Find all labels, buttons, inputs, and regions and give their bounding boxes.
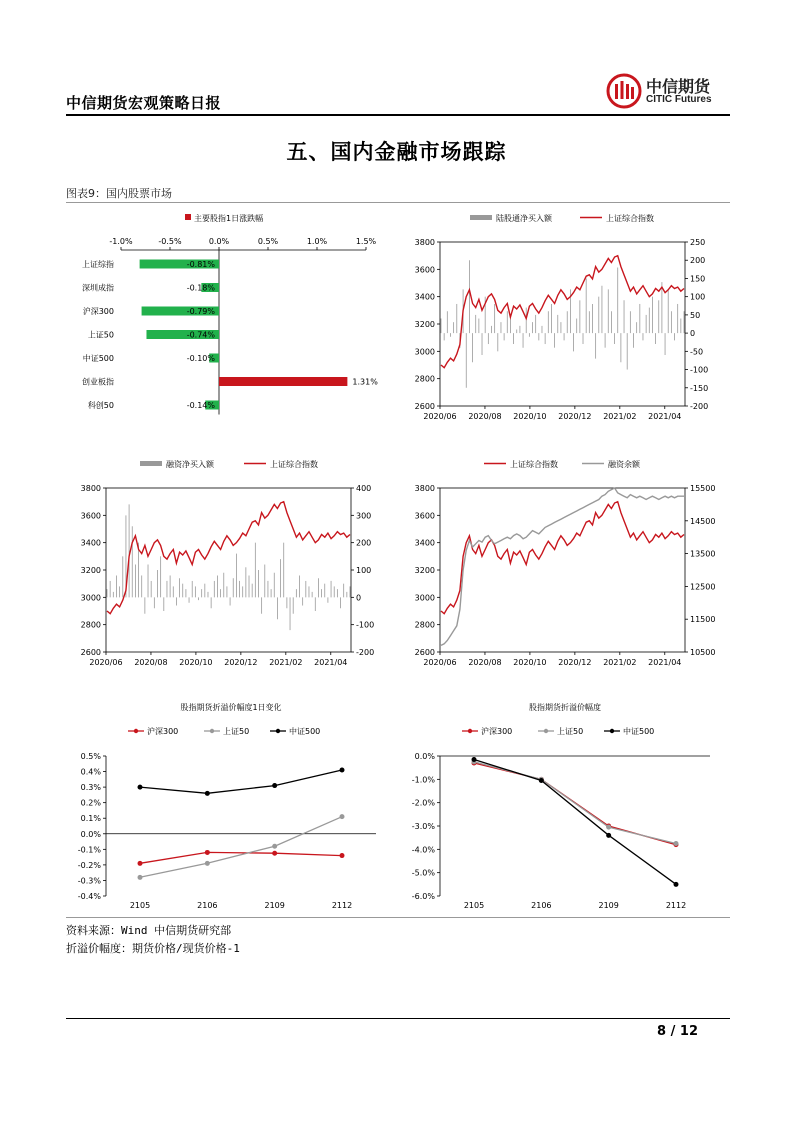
x-tick-label: 2020/08: [468, 412, 502, 421]
y-tick-label: 0.0%: [414, 752, 435, 761]
left-tick-label: 3800: [414, 484, 435, 493]
data-point: [472, 757, 477, 762]
right-tick-label: 15500: [690, 484, 716, 493]
legend-marker: [134, 729, 138, 733]
right-tick-label: -50: [690, 347, 704, 357]
x-tick-label: 2021/02: [603, 412, 637, 421]
plot-frame: [440, 242, 685, 406]
y-tick-label: 0.0%: [80, 829, 101, 839]
value-label: 1.31%: [352, 377, 378, 387]
x-tick-label: 2112: [665, 901, 687, 910]
x-tick-label: 2020/12: [558, 658, 592, 667]
left-tick-label: 3000: [414, 593, 435, 603]
x-tick-label: -1.0%: [109, 237, 133, 246]
series-line-中证500: [474, 760, 676, 885]
left-tick-label: 2800: [414, 374, 435, 384]
right-tick-label: -200: [690, 402, 709, 411]
legend-swatch: [140, 461, 162, 466]
x-tick-label: 2021/04: [648, 658, 682, 667]
x-tick-label: 2021/02: [269, 658, 303, 667]
data-point: [205, 791, 210, 796]
right-tick-label: -200: [356, 648, 375, 657]
y-tick-label: -1.0%: [411, 775, 435, 785]
value-label: -0.14%: [186, 401, 215, 410]
series-line-中证500: [140, 770, 342, 793]
left-tick-label: 3200: [414, 320, 435, 329]
margin-balance-chart: [400, 452, 730, 672]
y-tick-label: -6.0%: [411, 892, 435, 901]
legend-marker: [210, 729, 214, 733]
y-tick-label: -3.0%: [411, 822, 435, 831]
index-change-chart: [66, 206, 396, 416]
left-tick-label: 3200: [414, 566, 435, 575]
legend-marker: [276, 729, 280, 733]
category-label: 创业板指: [82, 377, 114, 387]
data-point: [340, 814, 345, 819]
legend-marker: [468, 729, 472, 733]
basis-change-chart: [66, 696, 396, 914]
figure-bottom-rule: [66, 917, 730, 918]
right-tick-label: 150: [690, 274, 706, 284]
left-tick-label: 3600: [414, 511, 435, 521]
y-tick-label: -4.0%: [411, 845, 435, 855]
category-label: 深圳成指: [82, 283, 114, 293]
plot-frame: [440, 488, 685, 652]
legend-marker: [610, 729, 614, 733]
x-tick-label: 2106: [197, 901, 218, 910]
legend-label: 沪深300: [481, 727, 513, 736]
x-tick-label: 2105: [129, 901, 151, 910]
x-tick-label: 2106: [531, 901, 552, 910]
y-tick-label: -0.2%: [77, 860, 101, 870]
legend-label-index-change: 主要股指1日涨跌幅: [194, 214, 264, 223]
legend-swatch-index-change: [185, 214, 191, 220]
left-tick-label: 2600: [80, 648, 101, 657]
bar-创业板指: [219, 377, 347, 386]
left-tick-label: 3000: [414, 347, 435, 357]
legend-label: 上证综合指数: [270, 460, 318, 469]
category-label: 科创50: [87, 401, 114, 410]
y-tick-label: 0.2%: [80, 798, 101, 808]
right-tick-label: -150: [690, 383, 709, 393]
left-tick-label: 3600: [80, 511, 101, 521]
x-tick-label: 2109: [264, 901, 285, 910]
left-tick-label: 2800: [414, 620, 435, 630]
right-tick-label: 50: [690, 310, 701, 320]
legend-label: 上证50: [557, 727, 584, 736]
x-tick-label: 2112: [331, 901, 353, 910]
right-tick-label: 13500: [690, 549, 716, 559]
legend-label: 中证500: [289, 727, 321, 736]
data-point: [340, 768, 345, 773]
data-point: [272, 851, 277, 856]
y-tick-label: 0.4%: [80, 767, 101, 777]
page-current: 8: [657, 1024, 667, 1039]
y-tick-label: -0.3%: [77, 876, 101, 886]
x-tick-label: 1.5%: [355, 237, 377, 246]
y-tick-label: 0.3%: [80, 783, 101, 793]
legend-label: 沪深300: [147, 727, 179, 736]
x-tick-label: -0.5%: [158, 237, 182, 246]
y-tick-label: -5.0%: [411, 868, 435, 878]
footer-divider: [66, 1018, 730, 1019]
legend-label: 融资净买入额: [166, 460, 214, 469]
right-tick-label: -100: [356, 620, 375, 630]
category-label: 上证综指: [82, 260, 114, 269]
legend-label: 上证综合指数: [510, 460, 558, 469]
x-tick-label: 2020/10: [513, 412, 547, 421]
figure-label: 图表9：国内股票市场: [66, 187, 172, 200]
page-separator: /: [670, 1024, 676, 1039]
citic-logo: [606, 72, 731, 110]
data-point: [674, 882, 679, 887]
section-title: 五、国内金融市场跟踪: [286, 140, 507, 164]
category-label: 沪深300: [82, 307, 114, 316]
y-tick-label: -0.1%: [77, 845, 101, 855]
chart-title: 股指期货折溢价幅度1日变化: [180, 703, 282, 712]
right-tick-label: 400: [356, 484, 372, 493]
right-tick-label: 250: [690, 238, 706, 247]
x-tick-label: 2020/08: [468, 658, 502, 667]
right-tick-label: 200: [690, 256, 706, 266]
x-tick-label: 2020/06: [89, 658, 123, 667]
margin-buy-chart: [66, 452, 396, 672]
right-tick-label: 14500: [690, 516, 716, 526]
legend-label: 融资余额: [608, 460, 640, 469]
series-line-上证50: [474, 762, 676, 844]
x-tick-label: 2020/10: [179, 658, 213, 667]
data-point: [205, 861, 210, 866]
y-tick-label: -2.0%: [411, 798, 435, 808]
x-tick-label: 2020/12: [224, 658, 258, 667]
legend-label: 中证500: [623, 727, 655, 736]
x-tick-label: 2021/04: [314, 658, 348, 667]
page-number: [600, 1024, 698, 1039]
data-point: [674, 841, 679, 846]
left-tick-label: 2800: [80, 620, 101, 630]
figure-top-rule: [66, 202, 730, 203]
data-point: [205, 850, 210, 855]
data-point: [272, 844, 277, 849]
value-label: -0.79%: [186, 307, 215, 316]
basis-level-chart: [400, 696, 730, 914]
x-tick-label: 2020/06: [423, 658, 457, 667]
right-tick-label: 0: [690, 329, 696, 339]
x-tick-label: 2105: [463, 901, 485, 910]
right-tick-label: 200: [356, 538, 372, 548]
category-label: 上证50: [87, 330, 114, 340]
x-tick-label: 2020/10: [513, 658, 547, 667]
value-label: -0.10%: [186, 354, 215, 363]
right-tick-label: 10500: [690, 648, 716, 657]
right-tick-label: -100: [690, 365, 709, 375]
logo-text-cn: 中信期货: [646, 77, 711, 96]
value-label: -0.74%: [186, 330, 215, 340]
citic-logo-icon: [606, 73, 642, 109]
left-tick-label: 3800: [414, 238, 435, 247]
page-total: 12: [679, 1024, 698, 1039]
x-tick-label: 0.0%: [208, 237, 230, 246]
legend-swatch: [470, 215, 492, 220]
data-point: [340, 853, 345, 858]
data-point: [539, 778, 544, 783]
series-line-0: [441, 256, 684, 368]
left-tick-label: 3400: [414, 538, 435, 548]
series-line-沪深300: [140, 852, 342, 863]
source-note: 资料来源：Wind 中信期货研究部: [66, 924, 232, 937]
legend-label: 上证50: [223, 727, 250, 736]
x-tick-label: 2020/06: [423, 412, 457, 421]
northbound-chart: [400, 206, 730, 426]
data-point: [272, 783, 277, 788]
logo-text-en: CITIC Futures: [646, 94, 712, 105]
right-tick-label: 100: [690, 292, 706, 302]
legend-label: 陆股通净买入额: [496, 214, 552, 223]
x-tick-label: 2109: [598, 901, 619, 910]
category-label: 中证500: [82, 354, 114, 363]
data-point: [138, 861, 143, 866]
chart-title: 股指期货折溢价幅度: [529, 703, 601, 712]
series-line-上证50: [140, 817, 342, 878]
value-label: -0.81%: [186, 260, 215, 269]
x-tick-label: 2021/02: [603, 658, 637, 667]
x-tick-label: 1.0%: [306, 237, 328, 246]
left-tick-label: 3400: [80, 538, 101, 548]
series-line-1: [441, 488, 684, 645]
y-tick-label: -0.4%: [77, 892, 101, 901]
y-tick-label: 0.1%: [80, 814, 101, 824]
left-tick-label: 3800: [80, 484, 101, 493]
value-label: -0.18%: [186, 283, 215, 293]
left-tick-label: 2600: [414, 402, 435, 411]
report-title: 中信期货宏观策略日报: [66, 94, 222, 112]
x-tick-label: 2021/04: [648, 412, 682, 421]
data-point: [606, 833, 611, 838]
data-point: [138, 785, 143, 790]
left-tick-label: 3600: [414, 265, 435, 275]
legend-marker: [544, 729, 548, 733]
right-tick-label: 12500: [690, 582, 716, 592]
left-tick-label: 2600: [414, 648, 435, 657]
basis-definition-note: 折溢价幅度：期货价格/现货价格-1: [66, 942, 240, 955]
data-point: [138, 875, 143, 880]
data-point: [606, 825, 611, 830]
right-tick-label: 300: [356, 511, 372, 521]
right-tick-label: 100: [356, 566, 372, 575]
x-tick-label: 2020/12: [558, 412, 592, 421]
left-tick-label: 3400: [414, 292, 435, 302]
y-tick-label: 0.5%: [80, 752, 101, 761]
x-tick-label: 2020/08: [134, 658, 168, 667]
left-tick-label: 3000: [80, 593, 101, 603]
plot-frame: [106, 488, 351, 652]
right-tick-label: 11500: [690, 615, 716, 625]
x-tick-label: 0.5%: [257, 237, 279, 246]
right-tick-label: 0: [356, 593, 362, 603]
header-divider: [66, 114, 730, 116]
series-line-0: [107, 502, 350, 614]
legend-label: 上证综合指数: [606, 214, 654, 223]
left-tick-label: 3200: [80, 566, 101, 575]
